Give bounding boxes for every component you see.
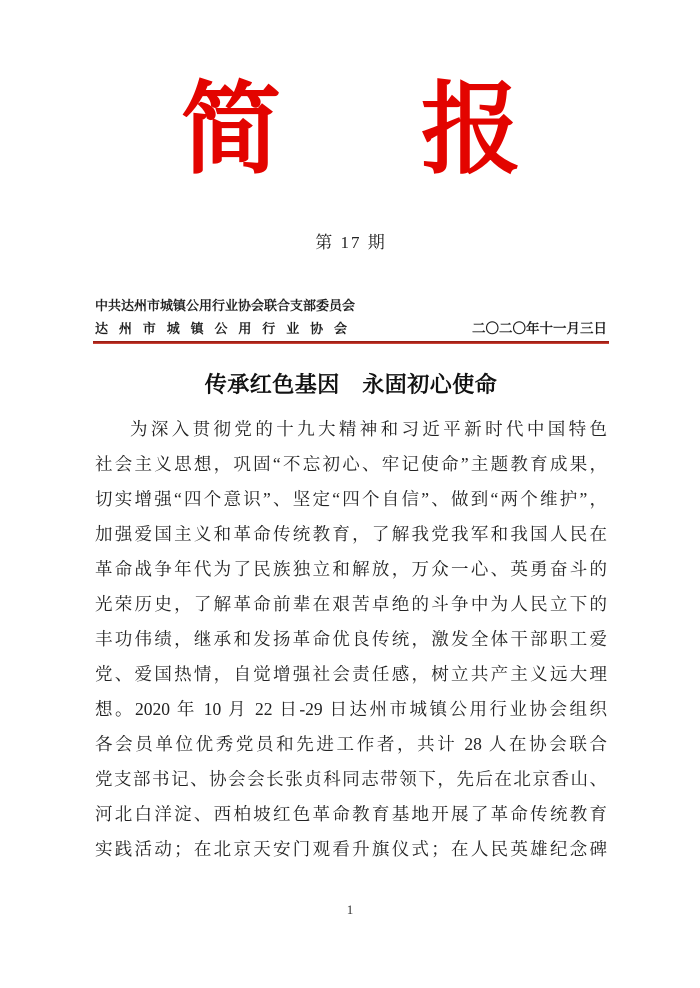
body-line: 党支部书记、协会会长张贞科同志带领下，先后在北京香山、 bbox=[95, 769, 607, 789]
body-line: 社会主义思想，巩固“不忘初心、牢记使命”主题教育成果， bbox=[95, 454, 607, 474]
body-line: 加强爱国主义和革命传统教育，了解我党我军和我国人民在 bbox=[95, 524, 607, 544]
masthead-char-bao: 报 bbox=[421, 75, 521, 186]
issue-number: 第 17 期 bbox=[315, 233, 387, 252]
masthead-char-jian: 简 bbox=[181, 75, 281, 186]
body-line: 各会员单位优秀党员和先进工作者，共计 28 人在协会联合 bbox=[95, 734, 607, 754]
article-headline: 传承红色基因 永固初心使命 bbox=[204, 372, 498, 397]
body-line: 切实增强“四个意识”、坚定“四个自信”、做到“两个维护”， bbox=[95, 489, 607, 509]
bulletin-masthead bbox=[95, 75, 607, 186]
body-line: 丰功伟绩，继承和发扬革命优良传统，激发全体干部职工爱 bbox=[95, 629, 607, 649]
issue-date: 二〇二〇年十一月三日 bbox=[472, 321, 607, 336]
article-body bbox=[95, 412, 607, 867]
org-line-party-committee: 中共达州市城镇公用行业协会联合支部委员会 bbox=[95, 298, 356, 313]
org-line-association: 达州市城镇公用行业协会 bbox=[95, 321, 347, 336]
org-date-row bbox=[95, 297, 607, 338]
body-line: 想。2020 年 10 月 22 日-29 日达州市城镇公用行业协会组织 bbox=[95, 699, 607, 719]
body-line: 实践活动；在北京天安门观看升旗仪式；在人民英雄纪念碑 bbox=[95, 839, 607, 859]
body-line: 党、爱国热情，自觉增强社会责任感，树立共产主义远大理 bbox=[95, 664, 607, 684]
issuing-org-block bbox=[95, 297, 356, 338]
body-line: 为深入贯彻党的十九大精神和习近平新时代中国特色 bbox=[130, 419, 607, 439]
red-divider-rule bbox=[93, 341, 609, 344]
body-line: 革命战争年代为了民族独立和解放，万众一心、英勇奋斗的 bbox=[95, 559, 607, 579]
page-number: 1 bbox=[346, 902, 354, 917]
body-line: 河北白洋淀、西柏坡红色革命教育基地开展了革命传统教育 bbox=[95, 804, 607, 824]
body-line: 光荣历史，了解革命前辈在艰苦卓绝的斗争中为人民立下的 bbox=[95, 594, 607, 614]
